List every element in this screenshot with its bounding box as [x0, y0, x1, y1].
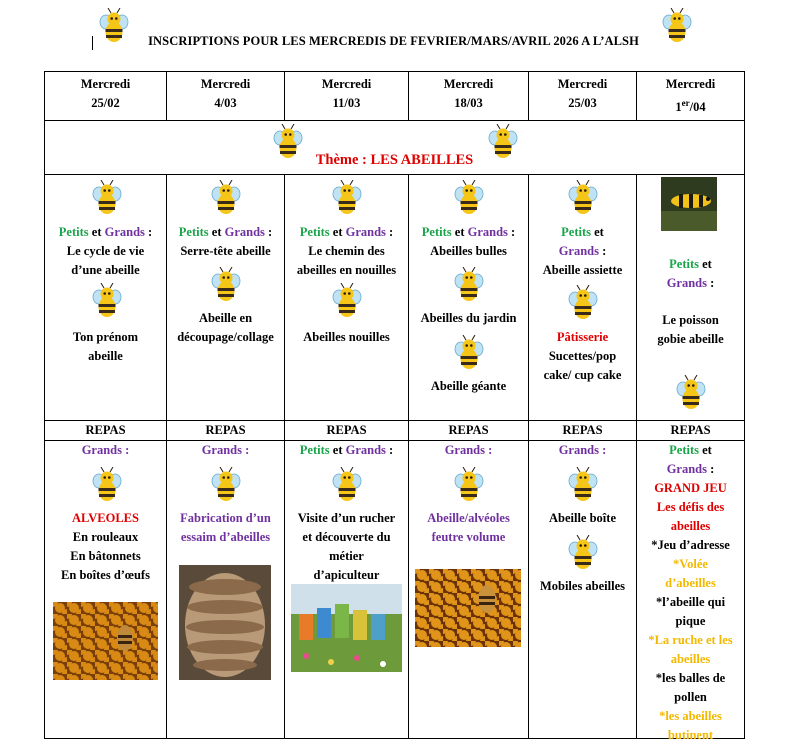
- bee-icon: [451, 267, 487, 303]
- repas-cell: REPAS: [529, 421, 637, 441]
- repas-cell: REPAS: [409, 421, 529, 441]
- afternoon-cell: Grands : Abeille/alvéoles feutre volume: [409, 441, 529, 739]
- day-header: Mercredi 4/03: [167, 72, 285, 121]
- honeycomb-bee-photo: [415, 569, 521, 647]
- repas-cell: REPAS: [637, 421, 745, 441]
- activities-row: [45, 175, 745, 421]
- bee-icon: [89, 283, 125, 319]
- afternoon-cell: Grands : ALVEOLES En rouleaux En bâtonnets En boîtes d’œufs: [45, 441, 167, 739]
- activity-cell: Petits et Grands : Le chemin des abeilles en nouilles Abeilles nouilles: [285, 175, 409, 421]
- bee-icon: [451, 335, 487, 371]
- day-header: Mercredi 25/02: [45, 72, 167, 121]
- bee-icon: [329, 467, 365, 503]
- afternoon-cell: Grands : Abeille boîte Mobiles abeilles: [529, 441, 637, 739]
- bee-icon: [565, 285, 601, 321]
- bee-icon: [89, 180, 125, 216]
- bee-icon: [208, 180, 244, 216]
- activity-cell: Petits et Grands : Serre-tête abeille Abeille en découpage/collage: [167, 175, 285, 421]
- theme-cell: [45, 121, 745, 175]
- bee-icon: [451, 467, 487, 503]
- day-header: Mercredi 1er/04: [637, 72, 745, 121]
- bee-icon: [96, 8, 132, 44]
- bee-icon: [329, 180, 365, 216]
- bee-icon: [208, 267, 244, 303]
- page-title: INSCRIPTIONS POUR LES MERCREDIS DE FEVRIER/MARS/AVRIL 2026 A L’ALSH: [148, 34, 639, 48]
- bee-icon: [673, 375, 709, 411]
- wild-hive-photo: [179, 565, 271, 680]
- bee-icon: [565, 467, 601, 503]
- activity-cell: Petits et Grands : Abeille assiette Pâtisserie Sucettes/pop cake/ cup cake: [529, 175, 637, 421]
- theme-row: [45, 121, 745, 175]
- activity-cell: Petits et Grands : Abeilles bulles Abeilles du jardin Abeille géante: [409, 175, 529, 421]
- schedule-table: [44, 71, 745, 742]
- day-header: Mercredi 18/03: [409, 72, 529, 121]
- bee-icon: [451, 180, 487, 216]
- activity-cell: Petits et Grands : Le cycle de vie d’une abeille Ton prénom abeille: [45, 175, 167, 421]
- bee-icon: [89, 467, 125, 503]
- afternoon-cell: Grands : Fabrication d’un essaim d’abeilles: [167, 441, 285, 739]
- afternoon-cell: Petits et Grands : GRAND JEU Les défis des abeilles *Jeu d’adresse *Volée d’abeilles *l’abeille qui pique *La ruche et les abeilles *les balles de pollen *les abeilles butinent: [637, 441, 745, 739]
- repas-row: [45, 421, 745, 441]
- bee-icon: [329, 283, 365, 319]
- day-header: Mercredi 25/03: [529, 72, 637, 121]
- header-row: [45, 72, 745, 121]
- afternoon-row: [45, 441, 745, 739]
- goby-fish-photo: [661, 177, 717, 231]
- honeycomb-photo: [53, 602, 158, 680]
- repas-cell: REPAS: [167, 421, 285, 441]
- bee-icon: [208, 467, 244, 503]
- apiary-photo: [291, 584, 402, 672]
- repas-cell: REPAS: [285, 421, 409, 441]
- repas-cell: REPAS: [45, 421, 167, 441]
- activity-cell: Petits et Grands : Le poisson gobie abeille: [637, 175, 745, 421]
- day-header: Mercredi 11/03: [285, 72, 409, 121]
- afternoon-cell: Petits et Grands : Visite d’un rucher et découverte du métier d’apiculteur: [285, 441, 409, 739]
- bee-icon: [659, 8, 695, 44]
- bee-icon: [565, 535, 601, 571]
- bee-icon: [565, 180, 601, 216]
- theme-title: Thème : LES ABEILLES: [315, 152, 474, 168]
